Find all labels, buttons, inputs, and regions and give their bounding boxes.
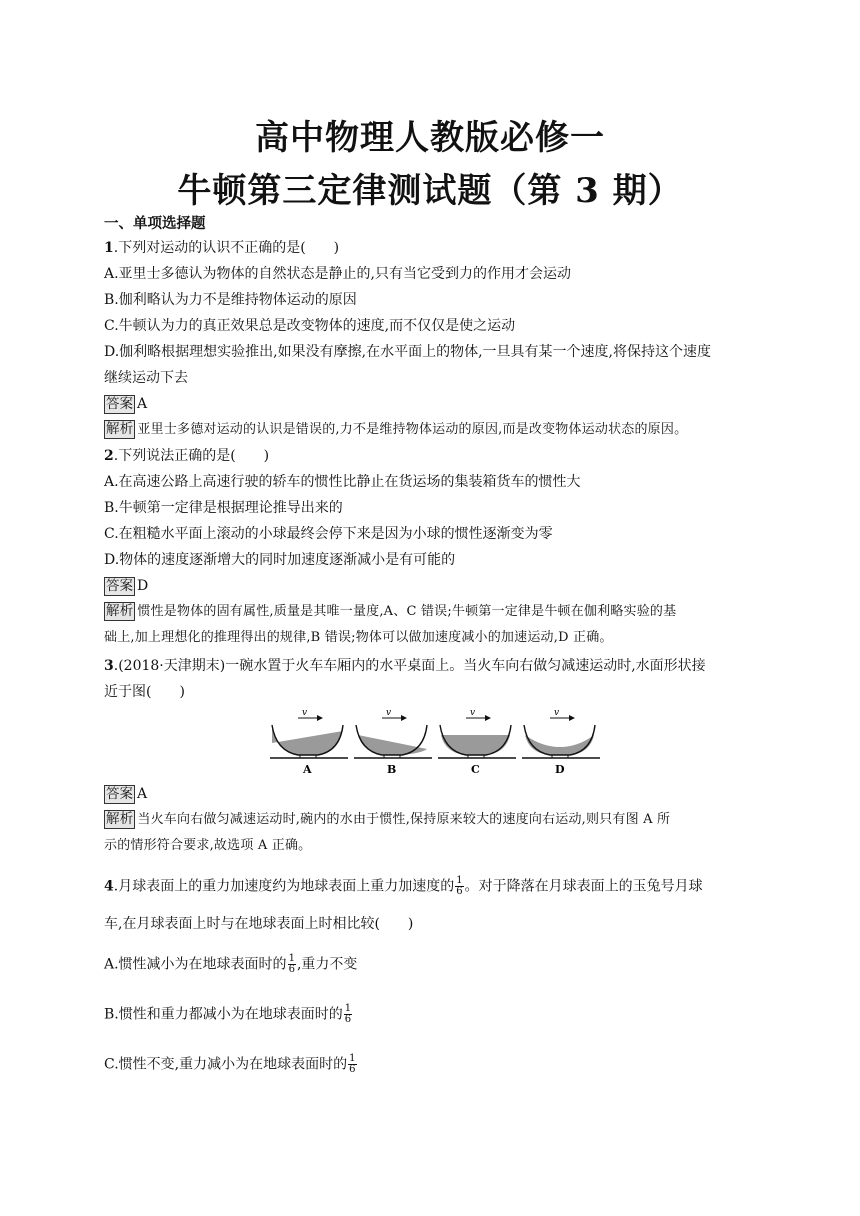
velocity-label: v xyxy=(302,708,308,718)
q2-option-a: A.在高速公路上高速行驶的轿车的惯性比静止在货运场的集装箱货车的惯性大 xyxy=(104,474,581,490)
q3-analysis-cont: 示的情形符合要求,故选项 A 正确。 xyxy=(104,838,312,853)
answer-value: A xyxy=(137,786,148,802)
q4-option-b xyxy=(104,1004,353,1025)
fraction-denominator: 6 xyxy=(288,964,295,975)
page-subtitle: 牛顿第三定律测试题（第 3 期） xyxy=(177,171,683,211)
bowl-label: C xyxy=(471,763,480,776)
velocity-label: v xyxy=(386,708,392,718)
fraction-numerator: 1 xyxy=(288,953,295,964)
q4-option-c xyxy=(104,1054,358,1075)
velocity-label: v xyxy=(470,708,476,718)
q2-analysis-cont: 础上,加上理想化的推理得出的规律,B 错误;物体可以做加速度减小的加速运动,D 正确。 xyxy=(104,630,613,645)
analysis-tag: 解析 xyxy=(106,603,134,619)
fraction xyxy=(348,1054,356,1075)
bowl-label: D xyxy=(555,763,565,776)
fraction-denominator: 6 xyxy=(349,1064,356,1075)
q3-analysis xyxy=(104,810,670,830)
fraction-numerator: 1 xyxy=(349,1053,356,1064)
q1-answer xyxy=(104,394,147,414)
q2-option-c: C.在粗糙水平面上滚动的小球最终会停下来是因为小球的惯性逐渐变为零 xyxy=(104,526,553,542)
q1-option-d: D.伽利略根据理想实验推出,如果没有摩擦,在水平面上的物体,一旦具有某一个速度,将保持这个速度 xyxy=(104,344,711,360)
analysis-text: 惯性是物体的固有属性,质量是其唯一量度,A、C 错误;牛顿第一定律是牛顿在伽利略实验的基 xyxy=(137,604,677,619)
answer-value: D xyxy=(137,578,149,594)
fraction xyxy=(288,954,296,975)
question-1-stem xyxy=(104,238,339,258)
bowls-figure xyxy=(270,705,520,780)
q1-option-b: B.伽利略认为力不是维持物体运动的原因 xyxy=(104,292,357,308)
question-text: .下列对运动的认识不正确的是( ) xyxy=(113,240,340,256)
fraction-numerator: 1 xyxy=(456,875,463,886)
q1-option-c: C.牛顿认为力的真正效果总是改变物体的速度,而不仅仅是使之运动 xyxy=(104,318,516,334)
bowl-b xyxy=(354,708,432,776)
q3-answer xyxy=(104,784,147,804)
q1-option-d-cont: 继续运动下去 xyxy=(104,370,188,386)
fraction-denominator: 6 xyxy=(456,886,463,897)
option-text-cont: ,重力不变 xyxy=(296,956,358,973)
fraction-denominator: 6 xyxy=(344,1014,352,1025)
option-text: C.惯性不变,重力减小为在地球表面时的 xyxy=(104,1056,348,1073)
analysis-text: 当火车向右做匀减速运动时,碗内的水由于惯性,保持原来较大的速度向右运动,则只有图 A 所 xyxy=(137,812,671,827)
answer-tag: 答案 xyxy=(106,578,133,594)
fraction xyxy=(344,1004,352,1025)
option-text: B.惯性和重力都减小为在地球表面时的 xyxy=(104,1006,343,1023)
question-number: 2 xyxy=(104,448,114,464)
bowl-a xyxy=(270,708,348,776)
question-number: 1 xyxy=(104,240,114,256)
answer-tag: 答案 xyxy=(106,396,133,412)
question-3-stem xyxy=(104,656,706,676)
q2-answer xyxy=(104,576,148,596)
answer-tag: 答案 xyxy=(106,786,133,802)
fraction xyxy=(455,876,463,897)
bowl-c xyxy=(438,708,516,776)
q1-analysis xyxy=(104,420,687,440)
question-text: .月球表面上的重力加速度约为地球表面上重力加速度的 xyxy=(113,878,455,895)
q2-option-b: B.牛顿第一定律是根据理论推导出来的 xyxy=(104,500,343,516)
question-4-stem xyxy=(104,876,703,897)
question-text-cont: 。对于降落在月球表面上的玉兔号月球 xyxy=(464,878,703,895)
q2-option-d: D.物体的速度逐渐增大的同时加速度逐渐减小是有可能的 xyxy=(104,552,456,568)
bowl-d-figure xyxy=(522,705,604,780)
q2-analysis xyxy=(104,602,676,622)
question-text: .(2018·天津期末)一碗水置于火车车厢内的水平桌面上。当火车向右做匀减速运动时,水面形状接 xyxy=(113,658,706,674)
q1-option-a: A.亚里士多德认为物体的自然状态是静止的,只有当它受到力的作用才会运动 xyxy=(104,266,572,282)
bowl-label: B xyxy=(387,763,397,776)
question-number: 3 xyxy=(104,658,114,674)
page-title: 高中物理人教版必修一 xyxy=(255,118,605,158)
question-3-stem-cont: 近于图( ) xyxy=(104,684,185,700)
analysis-tag: 解析 xyxy=(106,811,134,827)
analysis-text: 亚里士多德对运动的认识是错误的,力不是维持物体运动的原因,而是改变物体运动状态的原因。 xyxy=(137,422,688,437)
option-text: A.惯性减小为在地球表面时的 xyxy=(104,956,287,973)
q4-option-a xyxy=(104,954,357,975)
question-4-stem-cont: 车,在月球表面上时与在地球表面上时相比较( ) xyxy=(104,916,414,932)
question-text: .下列说法正确的是( ) xyxy=(113,448,270,464)
analysis-tag: 解析 xyxy=(106,421,134,437)
bowl-label: A xyxy=(303,763,312,776)
answer-value: A xyxy=(137,396,148,412)
velocity-label: v xyxy=(554,708,560,718)
section-heading: 一、单项选择题 xyxy=(104,216,206,232)
question-2-stem xyxy=(104,446,269,466)
fraction-numerator: 1 xyxy=(344,1003,352,1014)
question-number: 4 xyxy=(104,878,114,895)
